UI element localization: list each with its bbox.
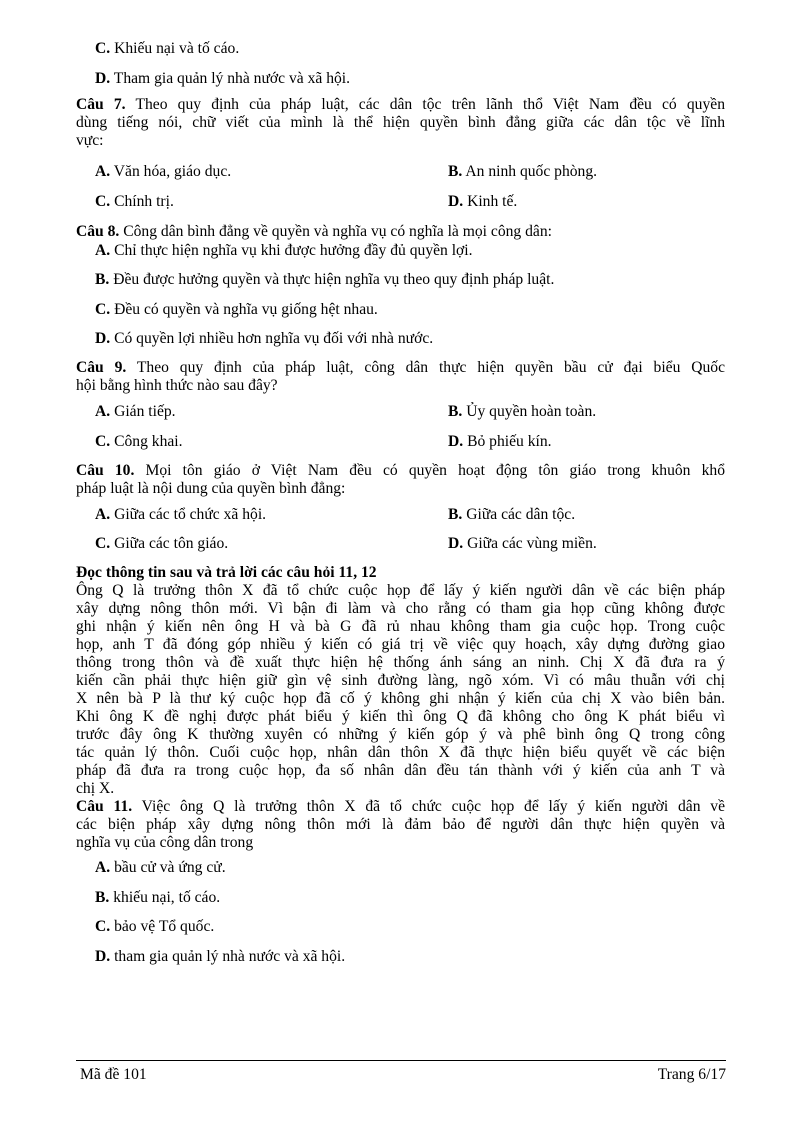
q7-option-b	[448, 163, 597, 181]
option-label: D.	[448, 433, 464, 450]
option-label: D.	[95, 330, 111, 347]
q10-option-b	[448, 506, 575, 524]
option-label: D.	[95, 70, 111, 87]
passage-line: pháp đã đưa ra trong cuộc họp, đa số nhân dân đều tán thành với ý kiến của anh T và	[76, 762, 725, 779]
q8-option-b	[95, 271, 554, 289]
question-10-line-2: pháp luật là nội dung của quyền bình đẳng:	[76, 480, 346, 497]
passage-line: Khi ông K đề nghị được phát biểu ý kiến thì ông Q đã không cho ông K phát biểu vì	[76, 708, 725, 725]
q8-option-a	[95, 242, 473, 260]
option-text: Giữa các tôn giáo.	[114, 535, 229, 552]
option-label: C.	[95, 918, 111, 935]
option-text: Giữa các dân tộc.	[466, 506, 576, 523]
option-text: khiếu nại, tố cáo.	[113, 889, 221, 906]
passage-line: tác quản lý thôn. Cuối cuộc họp, nhân dân thôn X đã thực hiện biểu quyết về các biện	[76, 744, 725, 761]
question-text: Mọi tôn giáo ở Việt Nam đều có quyền hoạt động tôn giáo trong khuôn khổ	[134, 462, 725, 479]
q9-option-a	[95, 403, 176, 421]
question-8-line-1	[76, 223, 552, 241]
page-number: Trang 6/17	[657, 1066, 726, 1083]
option-text: Gián tiếp.	[114, 403, 176, 420]
q7-option-c	[95, 193, 174, 211]
option-text: Công khai.	[114, 433, 183, 450]
option-label: A.	[95, 403, 111, 420]
q11-option-b	[95, 889, 220, 907]
q9-option-b	[448, 403, 596, 421]
option-label: D.	[95, 948, 111, 965]
passage-line: kiến cần phải thực hiện giữ gìn vệ sinh đường làng, ngõ xóm. Vì có mâu thuẫn với chị	[76, 672, 725, 689]
passage-line: chị X.	[76, 780, 115, 797]
q9-option-c	[95, 433, 183, 451]
passage-line: họp, anh T đã đóng góp nhiều ý kiến có giá trị về việc quy hoạch, xây dựng đường giao	[76, 636, 725, 653]
q11-option-d	[95, 948, 345, 966]
option-label: D.	[448, 535, 464, 552]
option-text: bầu cử và ứng cử.	[114, 859, 226, 876]
q7-option-a	[95, 163, 231, 181]
question-text: Việc ông Q là trưởng thôn X đã tổ chức cuộc họp để lấy ý kiến người dân về	[132, 798, 726, 815]
option-label: C.	[95, 40, 111, 57]
question-label: Câu 9.	[76, 359, 127, 376]
option-label: A.	[95, 163, 111, 180]
passage-line: ghi nhận ý kiến nên ông H và bà G đã rủ nhau không tham gia cuộc họp. Trong cuộc	[76, 618, 725, 635]
option-label: A.	[95, 506, 111, 523]
option-label: B.	[448, 506, 463, 523]
option-label: B.	[95, 889, 110, 906]
option-text: Giữa các tổ chức xã hội.	[114, 506, 267, 523]
passage-line: Ông Q là trưởng thôn X đã tổ chức cuộc họp để lấy ý kiến người dân về các biện pháp	[76, 582, 725, 599]
option-label: D.	[448, 193, 464, 210]
exam-page	[76, 0, 726, 1132]
question-label: Câu 7.	[76, 96, 126, 113]
option-d-prev	[95, 70, 350, 88]
option-text: Tham gia quản lý nhà nước và xã hội.	[113, 70, 351, 87]
option-label: A.	[95, 242, 111, 259]
q8-option-c	[95, 301, 378, 319]
q10-option-d	[448, 535, 597, 553]
option-text: Đều được hưởng quyền và thực hiện nghĩa vụ theo quy định pháp luật.	[113, 271, 555, 288]
passage-line: xây dựng nông thôn mới. Vì bận đi làm và cho rằng có tham gia họp cũng không được	[76, 600, 725, 617]
question-label: Câu 10.	[76, 462, 135, 479]
option-c-prev	[95, 40, 239, 58]
option-text: Văn hóa, giáo dục.	[113, 163, 232, 180]
question-7-line-2: dùng tiếng nói, chữ viết của mình là thể hiện quyền bình đẳng giữa các dân tộc về lĩnh	[76, 114, 725, 131]
question-7-line-1	[76, 96, 725, 114]
option-text: Chỉ thực hiện nghĩa vụ khi được hưởng đầy đủ quyền lợi.	[114, 242, 473, 259]
question-11-line-3: nghĩa vụ của công dân trong	[76, 834, 254, 851]
option-text: Ủy quyền hoàn toàn.	[466, 403, 597, 420]
option-text: Có quyền lợi nhiều hơn nghĩa vụ đối với nhà nước.	[114, 330, 434, 347]
option-label: C.	[95, 193, 111, 210]
option-text: Kinh tế.	[467, 193, 518, 210]
option-label: B.	[448, 403, 463, 420]
q10-option-c	[95, 535, 228, 553]
question-label: Câu 11.	[76, 798, 133, 815]
question-9-line-2: hội bằng hình thức nào sau đây?	[76, 377, 278, 394]
q11-option-c	[95, 918, 214, 936]
option-label: C.	[95, 301, 111, 318]
option-label: A.	[95, 859, 111, 876]
option-text: Chính trị.	[114, 193, 174, 210]
option-label: B.	[448, 163, 463, 180]
option-text: bảo vệ Tổ quốc.	[114, 918, 215, 935]
option-text: Khiếu nại và tố cáo.	[114, 40, 240, 57]
question-9-line-1	[76, 359, 725, 377]
footer-divider	[76, 1060, 726, 1061]
option-text: Giữa các vùng miền.	[467, 535, 597, 552]
exam-code: Mã đề 101	[80, 1066, 147, 1083]
passage-line: trước đây ông K thường xuyên có những ý kiến góp ý và phê bình ông Q trong công	[76, 726, 725, 743]
option-label: B.	[95, 271, 110, 288]
q7-option-d	[448, 193, 517, 211]
q10-option-a	[95, 506, 266, 524]
option-text: Đều có quyền và nghĩa vụ giống hệt nhau.	[114, 301, 378, 318]
option-text: tham gia quản lý nhà nước và xã hội.	[114, 948, 346, 965]
q8-option-d	[95, 330, 433, 348]
option-text: An ninh quốc phòng.	[465, 163, 598, 180]
question-text: Theo quy định của pháp luật, công dân thực hiện quyền bầu cử đại biểu Quốc	[126, 359, 726, 376]
q9-option-d	[448, 433, 552, 451]
passage-line: X nên bà P là thư ký cuộc họp đã cố ý không ghi nhận ý kiến của chị X vào biên bản.	[76, 690, 725, 707]
question-11-line-1	[76, 798, 725, 816]
option-label: C.	[95, 433, 111, 450]
option-label: C.	[95, 535, 111, 552]
question-10-line-1	[76, 462, 725, 480]
option-text: Bỏ phiếu kín.	[467, 433, 552, 450]
question-text: Theo quy định của pháp luật, các dân tộc trên lãnh thổ Việt Nam đều có quyền	[125, 96, 725, 113]
q11-option-a	[95, 859, 226, 877]
question-7-line-3: vực:	[76, 132, 104, 149]
question-label: Câu 8.	[76, 223, 120, 240]
passage-line: thông trong thôn và đề xuất thực hiện hệ thống ánh sáng an ninh. Chị X đã đưa ra ý	[76, 654, 725, 671]
question-11-line-2: các biện pháp xây dựng nông thôn mới là đảm bảo để người dân thực hiện quyền và	[76, 816, 725, 833]
passage-heading: Đọc thông tin sau và trả lời các câu hỏi 11, 12	[76, 564, 377, 581]
question-text: Công dân bình đẳng về quyền và nghĩa vụ có nghĩa là mọi công dân:	[119, 223, 552, 240]
